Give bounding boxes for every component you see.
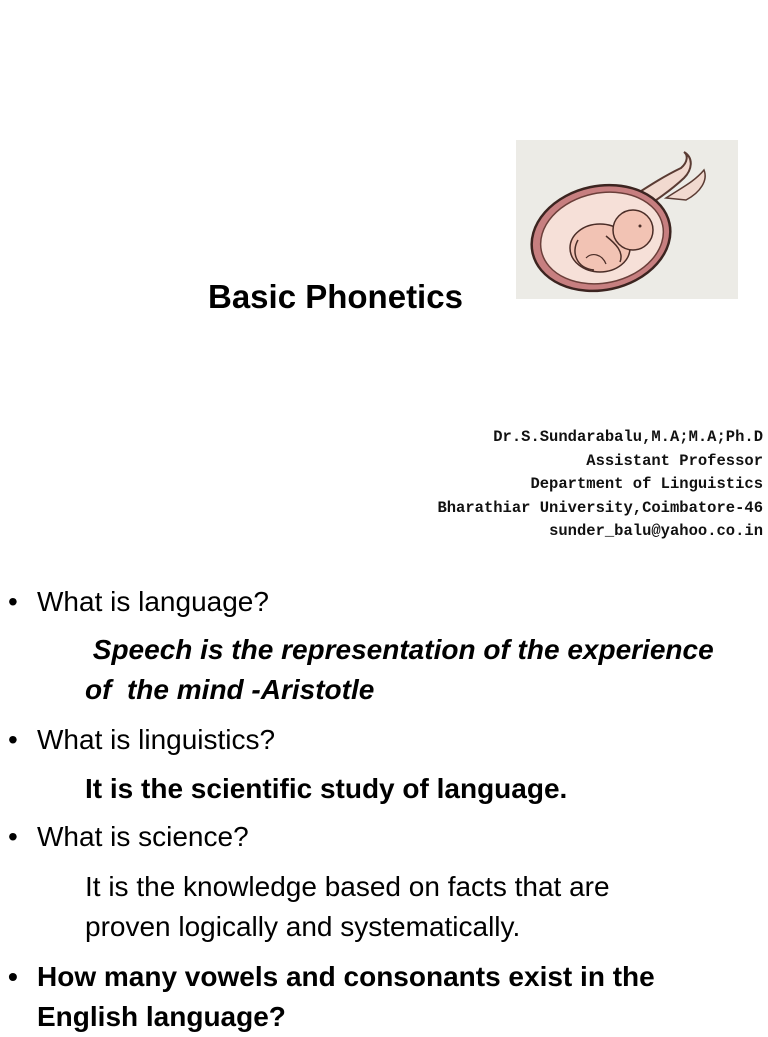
answer-language <box>85 630 714 710</box>
question-vowels-consonants <box>8 957 708 1037</box>
question-text: What is linguistics? <box>37 724 276 755</box>
question-linguistics <box>8 720 275 760</box>
question-text: What is language? <box>37 586 269 617</box>
question-text: What is science? <box>37 821 249 852</box>
answer-line: Speech is the representation of the experience <box>85 634 714 665</box>
fetus-in-womb-icon <box>516 140 738 299</box>
author-email: sunder_balu@yahoo.co.in <box>549 522 763 540</box>
question-text: How many vowels and consonants exist in the English language? <box>37 961 655 1032</box>
question-science <box>8 817 249 857</box>
answer-linguistics: It is the scientific study of language. <box>85 773 568 804</box>
answer-line: proven logically and systematically. <box>85 911 521 942</box>
author-department: Department of Linguistics <box>530 475 763 493</box>
answer-line: of the mind -Aristotle <box>85 674 375 705</box>
question-language <box>8 582 269 622</box>
bullet-icon: • <box>8 961 18 992</box>
bullet-icon: • <box>8 724 18 755</box>
fetus-illustration <box>516 140 738 299</box>
author-university: Bharathiar University,Coimbatore-46 <box>437 498 763 517</box>
answer-science <box>85 867 610 947</box>
answer-line: It is the knowledge based on facts that are <box>85 871 610 902</box>
bullet-icon: • <box>8 586 18 617</box>
author-position: Assistant Professor <box>586 451 763 470</box>
bullet-icon: • <box>8 821 18 852</box>
author-block <box>437 426 763 544</box>
page-title: Basic Phonetics <box>208 278 463 315</box>
author-name: Dr.S.Sundarabalu,M.A;M.A;Ph.D <box>493 428 763 446</box>
